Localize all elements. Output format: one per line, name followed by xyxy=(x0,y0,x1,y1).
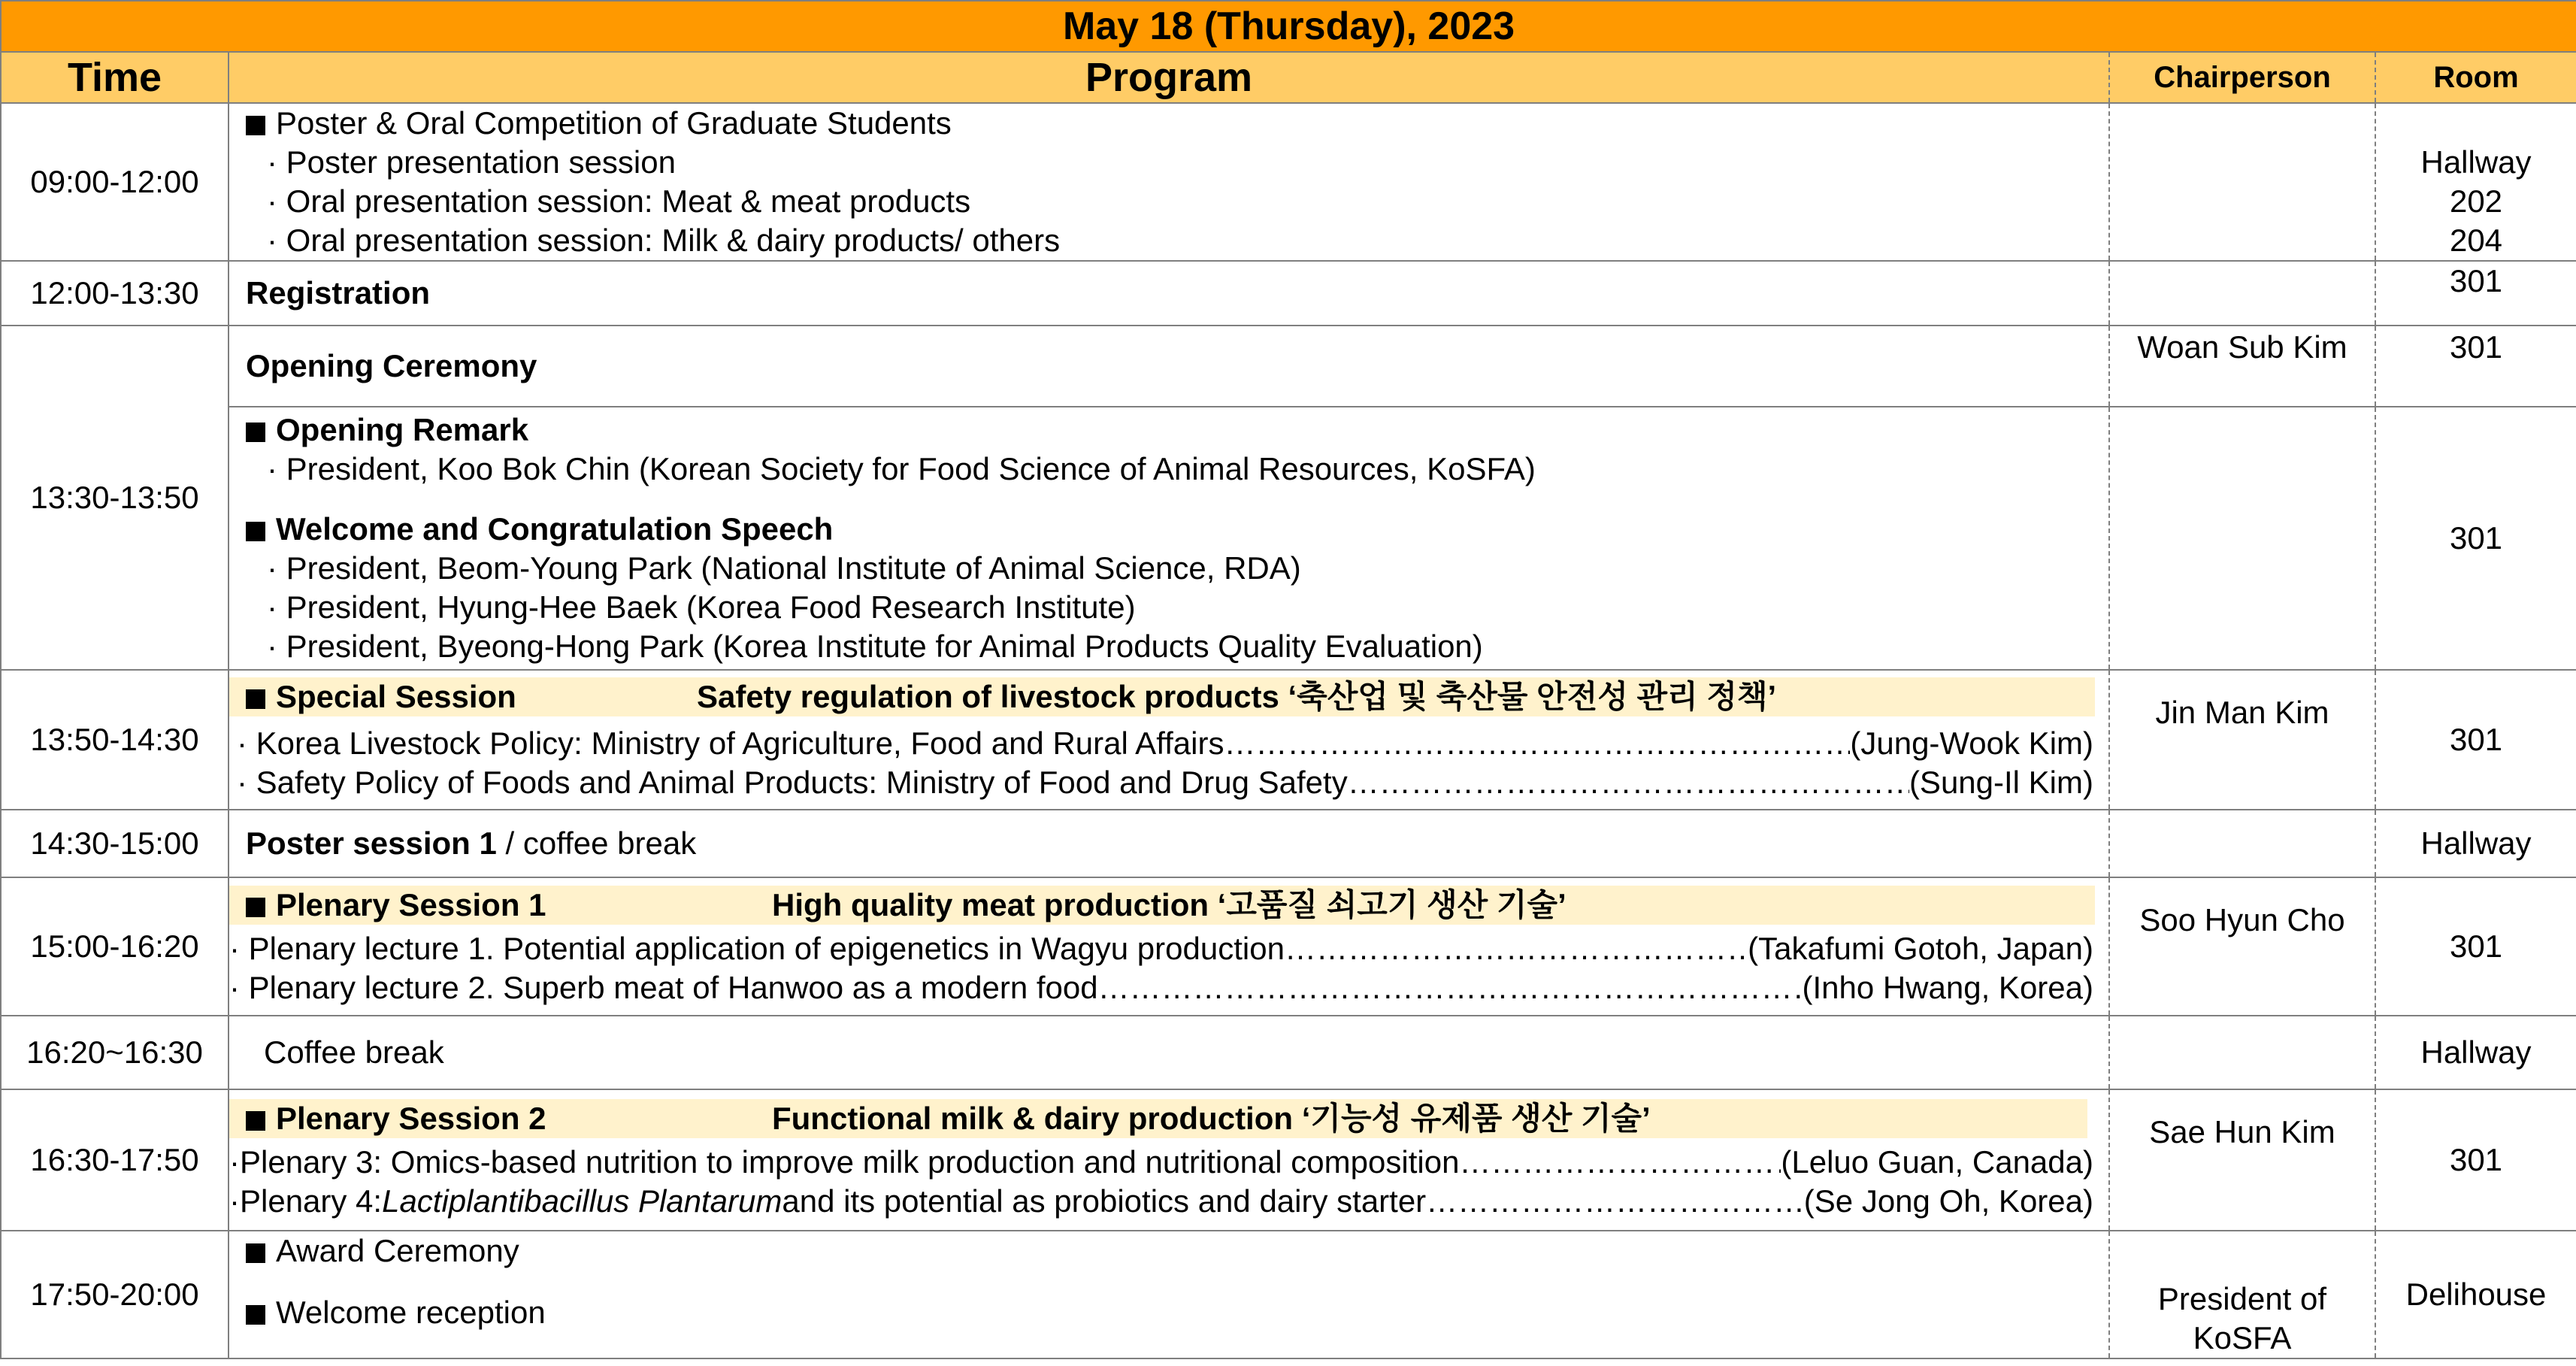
list-item: · Oral presentation session: Meat & meat products xyxy=(267,183,971,219)
list-item: · President, Hyung-Hee Baek (Korea Food Research Institute) xyxy=(267,589,1136,625)
session-topic: Safety regulation of livestock products ‘축산업 및 축산물 안전성 관리 정책’ xyxy=(697,679,1777,714)
time-cell: 13:30-13:50 xyxy=(1,326,229,670)
header-room: Room xyxy=(2375,52,2576,103)
room-cell: 301 xyxy=(2375,326,2576,407)
bullet-square-icon xyxy=(246,522,265,541)
bullet-square-icon xyxy=(246,689,265,709)
program-title: Welcome and Congratulation Speech xyxy=(276,511,834,547)
table-row xyxy=(1,103,2576,261)
list-item: · Plenary lecture 1. Potential application of epigenetics in Wagyu production …………………………………………………………………………………………………………………………………………………………………………………………… (Takafumi Gotoh, Japan) xyxy=(229,929,2093,968)
room-cell xyxy=(2375,103,2576,261)
bullet-square-icon xyxy=(246,1111,265,1131)
time-cell: 16:30-17:50 xyxy=(1,1089,229,1231)
program-cell xyxy=(229,407,2109,670)
list-item: Welcome reception xyxy=(276,1295,546,1330)
chair-cell: Sae Hun Kim xyxy=(2109,1089,2375,1231)
list-item: ·Plenary 4: Lactiplantibacillus Plantarum and its potential as probiotics and dairy starter …………………………………………………………………………………………………………………………………………………………………………………………… (Se Jong Oh, Korea) xyxy=(229,1182,2093,1221)
table-row xyxy=(1,326,2576,407)
session-topic: High quality meat production ‘고품질 쇠고기 생산 기술’ xyxy=(772,887,1566,922)
program-title-rest: / coffee break xyxy=(496,825,697,861)
chair-cell xyxy=(2109,810,2375,877)
list-item: · President, Byeong-Hong Park (Korea Institute for Animal Products Quality Evaluation) xyxy=(267,628,1483,664)
program-title: Opening Remark xyxy=(276,412,529,447)
session-label: Plenary Session 1 xyxy=(276,887,546,922)
list-item: · Korea Livestock Policy: Ministry of Agriculture, Food and Rural Affairs …………………………………………………………………………………………………………………………………………………………………………………………… (Jung-Wook Kim) xyxy=(237,724,2093,763)
list-item: · President, Koo Bok Chin (Korean Society for Food Science of Animal Resources, KoSFA) xyxy=(267,451,1536,486)
time-cell: 12:00-13:30 xyxy=(1,261,229,326)
program-title: Poster & Oral Competition of Graduate Students xyxy=(276,105,952,141)
header-program: Program xyxy=(229,52,2109,103)
table-row xyxy=(1,810,2576,877)
program-title: Opening Ceremony xyxy=(229,326,2109,407)
chair-cell xyxy=(2109,1016,2375,1089)
room-value: Hallway xyxy=(2420,144,2532,180)
bullet-square-icon xyxy=(246,1305,265,1325)
room-cell: 301 xyxy=(2375,407,2576,670)
program-cell xyxy=(229,103,2109,261)
room-cell: Hallway xyxy=(2375,1016,2576,1089)
date-row xyxy=(1,1,2576,52)
program-title: Poster session 1 xyxy=(246,825,497,861)
table-row xyxy=(1,1231,2576,1358)
list-item: · Oral presentation session: Milk & dairy products/ others xyxy=(267,223,1061,258)
table-row xyxy=(1,261,2576,326)
program-title: Coffee break xyxy=(229,1016,2109,1089)
program-cell xyxy=(229,810,2109,877)
table-row xyxy=(1,1089,2576,1231)
list-item: · Safety Policy of Foods and Animal Products: Ministry of Food and Drug Safety …………………………………………………………………………………………………………………………………………………………………………………………… (Sung-Il Kim) xyxy=(237,763,2093,802)
table-row xyxy=(1,1016,2576,1089)
list-item: · Poster presentation session xyxy=(267,144,676,180)
program-cell xyxy=(229,670,2109,810)
chair-cell xyxy=(2109,407,2375,670)
header-row xyxy=(1,52,2576,103)
program-cell xyxy=(229,1089,2109,1231)
list-item: ·Plenary 3: Omics-based nutrition to improve milk production and nutritional composition …………………………………………………………………………………………………………………………………………………………………………………………… (Leluo Guan, Canada) xyxy=(229,1143,2093,1182)
room-cell: 301 xyxy=(2375,670,2576,810)
program-cell xyxy=(229,877,2109,1016)
chair-cell xyxy=(2109,103,2375,261)
header-time: Time xyxy=(1,52,229,103)
chair-cell: President of KoSFA xyxy=(2109,1231,2375,1358)
chair-cell: Woan Sub Kim xyxy=(2109,326,2375,407)
header-chairperson: Chairperson xyxy=(2109,52,2375,103)
bullet-square-icon xyxy=(246,898,265,917)
time-cell: 14:30-15:00 xyxy=(1,810,229,877)
time-cell: 16:20~16:30 xyxy=(1,1016,229,1089)
program-cell xyxy=(229,1231,2109,1358)
chair-cell: Soo Hyun Cho xyxy=(2109,877,2375,1016)
session-label: Plenary Session 2 xyxy=(276,1101,546,1136)
room-value: 202 xyxy=(2449,183,2503,219)
time-cell: 15:00-16:20 xyxy=(1,877,229,1016)
room-cell: 301 xyxy=(2375,877,2576,1016)
chair-cell xyxy=(2109,261,2375,326)
session-label: Special Session xyxy=(276,679,516,714)
time-cell: 17:50-20:00 xyxy=(1,1231,229,1358)
date-title: May 18 (Thursday), 2023 xyxy=(1,1,2576,52)
session-topic: Functional milk & dairy production ‘기능성 유제품 생산 기술’ xyxy=(772,1101,1651,1136)
list-item: · Plenary lecture 2. Superb meat of Hanwoo as a modern food …………………………………………………………………………………………………………………………………………………………………………………………… (Inho Hwang, Korea) xyxy=(229,968,2093,1007)
program-title: Registration xyxy=(229,261,2109,326)
room-value: 204 xyxy=(2449,223,2503,258)
table-row xyxy=(1,670,2576,810)
room-cell: Hallway xyxy=(2375,810,2576,877)
time-cell: 13:50-14:30 xyxy=(1,670,229,810)
bullet-square-icon xyxy=(246,1243,265,1263)
bullet-square-icon xyxy=(246,116,265,135)
list-item: Award Ceremony xyxy=(276,1233,519,1268)
room-cell: Delihouse xyxy=(2375,1231,2576,1358)
list-item: · President, Beom-Young Park (National Institute of Animal Science, RDA) xyxy=(267,550,1301,586)
table-row xyxy=(1,407,2576,670)
room-cell: 301 xyxy=(2375,261,2576,326)
time-cell: 09:00-12:00 xyxy=(1,103,229,261)
bullet-square-icon xyxy=(246,423,265,442)
room-cell: 301 xyxy=(2375,1089,2576,1231)
table-row xyxy=(1,877,2576,1016)
chair-cell: Jin Man Kim xyxy=(2109,670,2375,810)
